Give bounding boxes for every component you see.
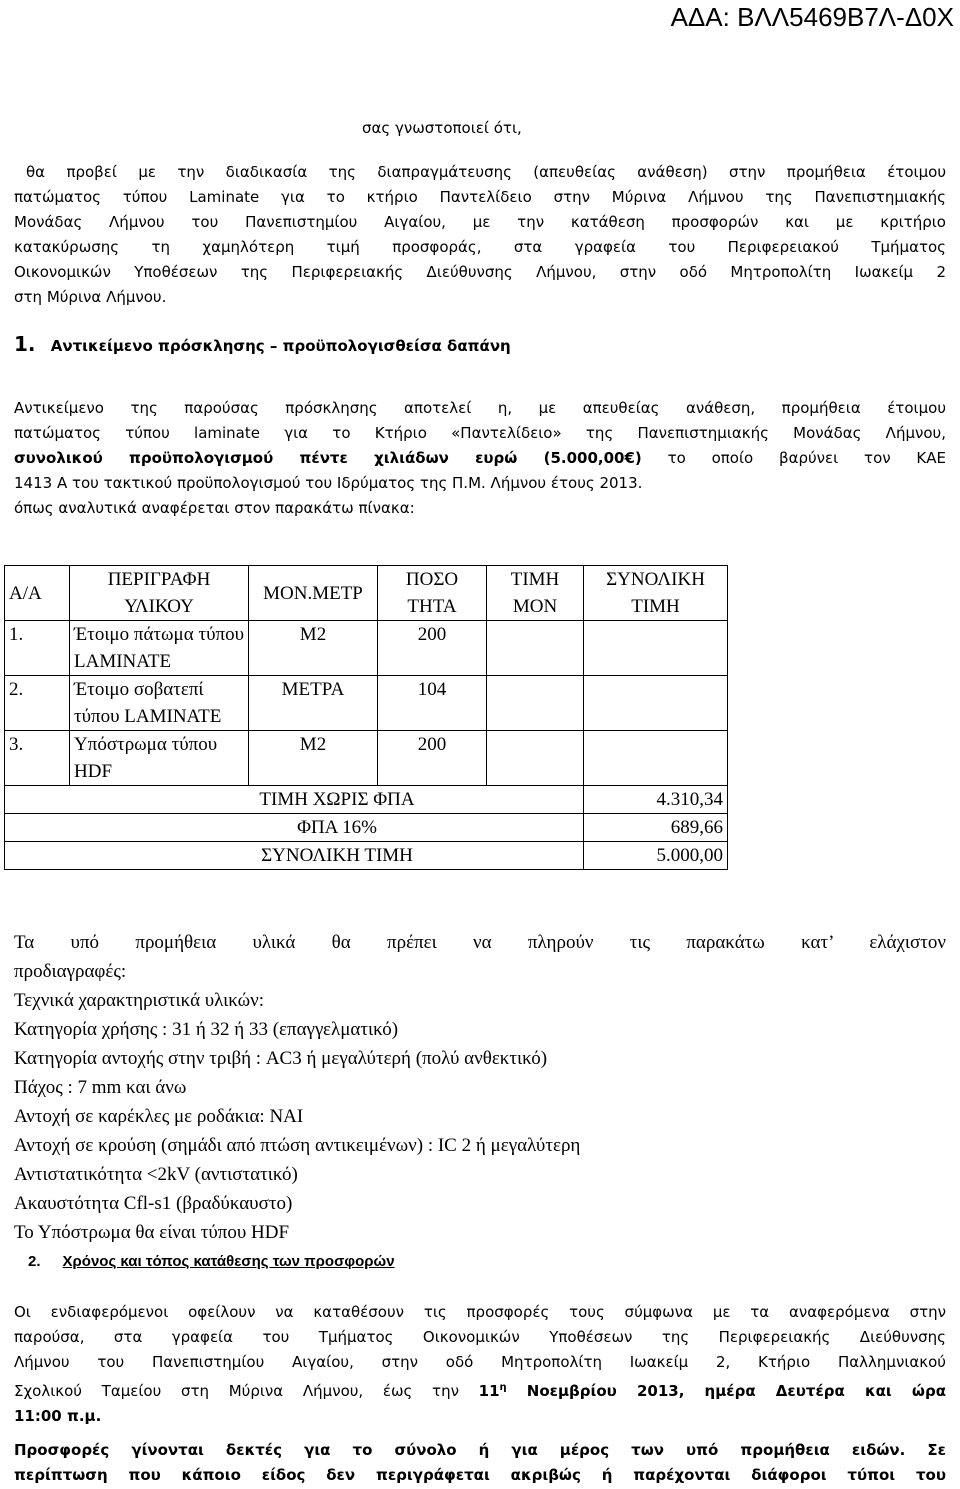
header-total [584,566,728,621]
deadline-time: 11:00 π.μ. [14,1407,102,1425]
row-unit-price [487,676,584,731]
table-row [5,731,728,786]
row-total [584,731,728,786]
total-value: 5.000,00 [584,842,728,870]
spec-line: Κατηγορία χρήσης : 31 ή 32 ή 33 (επαγγελματικό) [14,1019,399,1040]
section2-heading [28,1253,395,1270]
table-row [5,676,728,731]
spec-line: Αντοχή σε καρέκλες με ροδάκια: ΝΑΙ [14,1106,304,1127]
specs-intro-line: Τα υπό προμήθεια υλικά θα πρέπει να πληρούν τις παρακάτω κατ’ ελάχιστον [14,932,946,953]
announcement-line: κατακύρωσης τη χαμηλότερη τιμή προσφοράς, στα γραφεία του Περιφερειακού Τμήματος [14,238,946,256]
section1-line [14,446,946,471]
section2-body [14,1300,946,1429]
total-label: ΦΠΑ 16% [5,814,584,842]
deadline-sup: η [499,1382,507,1393]
section2-line: παρούσα, στα γραφεία του Τμήματος Οικονομικών Υποθέσεων της Περιφερειακής Διεύθυνσης [14,1328,946,1346]
header-price-line: ΤΙΜΗ [510,569,560,590]
row-aa: 1. [5,621,70,676]
offers-line: Προσφορές γίνονται δεκτές για το σύνολο ή για μέρος των υπό προμήθεια ειδών. Σε [14,1441,946,1459]
row-desc-line: LAMINATE [74,651,172,672]
header-description [70,566,249,621]
row-desc-line: HDF [74,761,113,782]
row-description [70,621,249,676]
table-header-row [5,566,728,621]
row-aa: 2. [5,676,70,731]
ada-code: ΑΔΑ: ΒΛΛ5469Β7Λ-Δ0Χ [670,2,954,32]
paragraph-announcement [14,160,946,310]
announcement-line: θα προβεί με την διαδικασία της διαπραγμάτευσης (απευθείας ανάθεση) στην προμήθεια έτοιμου [26,163,946,181]
announcement-line: Οικονομικών Υποθέσεων της Περιφερειακής Διεύθυνσης Λήμνου, στην οδό Μητροπολίτη Ιωακείμ 2 [14,263,946,281]
section1-body [14,396,946,521]
row-description [70,676,249,731]
row-unit: Μ2 [249,621,378,676]
header-desc-line: ΥΛΙΚΟΥ [124,596,194,617]
section2-line [14,1375,946,1404]
deadline-day: 11 [478,1382,500,1400]
section2-line: Οι ενδιαφερόμενοι οφείλουν να καταθέσουν τις προσφορές τους σύμφωνα με τα αναφερόμενα στην [14,1303,946,1321]
total-label: ΤΙΜΗ ΧΩΡΙΣ ΦΠΑ [5,786,584,814]
section1-line: όπως αναλυτικά αναφέρεται στον παρακάτω πίνακα: [14,499,415,517]
header-price-line: ΜΟΝ [512,596,558,617]
total-row [5,814,728,842]
deadline-bold: Νοεμβρίου 2013, ημέρα Δευτέρα και ώρα [506,1382,946,1400]
spec-line: Αντιστατικότητα <2kV (αντιστατικό) [14,1164,298,1185]
row-unit-price [487,621,584,676]
section2-number: 2. [28,1253,41,1270]
section1-line: πατώματος τύπου laminate για το Κτήριο «Παντελίδειο» της Πανεπιστημιακής Μονάδας Λήμνου, [14,424,946,442]
section1-title: Αντικείμενο πρόσκλησης – προϋπολογισθείσα δαπάνη [50,337,511,355]
row-desc-line: τύπου LAMINATE [74,706,222,727]
row-quantity: 104 [378,676,487,731]
row-unit-price [487,731,584,786]
intro-text: σας γνωστοποιεί ότι, [362,119,522,137]
announcement-line: στη Μύρινα Λήμνου. [14,288,167,306]
section1-number: 1. [14,332,36,356]
row-unit: ΜΕΤΡΑ [249,676,378,731]
total-row [5,842,728,870]
budget-rest: το οποίο βαρύνει τον ΚΑΕ [641,449,947,467]
announcement-line: πατώματος τύπου Laminate για το κτήριο Παντελίδειο στην Μύρινα Λήμνου της Πανεπιστημιακής [14,188,946,206]
section1-line: 1413 Α του τακτικού προϋπολογισμού του Ιδρύματος της Π.Μ. Λήμνου έτους 2013. [14,474,643,492]
row-unit: Μ2 [249,731,378,786]
row-aa: 3. [5,731,70,786]
spec-line: Αντοχή σε κρούση (σημάδι από πτώση αντικειμένων) : IC 2 ή μεγαλύτερη [14,1135,581,1156]
total-value: 4.310,34 [584,786,728,814]
total-row [5,786,728,814]
spec-line: Κατηγορία αντοχής στην τριβή : AC3 ή μεγαλύτερή (πολύ ανθεκτικό) [14,1048,548,1069]
header-qty-line: ΤΗΤΑ [407,596,457,617]
table-row [5,621,728,676]
header-qty-line: ΠΟΣΟ [405,569,459,590]
header-desc-line: ΠΕΡΙΓΡΑΦΗ [107,569,211,590]
header-aa: Α/Α [5,566,70,621]
section1-heading [14,332,511,356]
offers-line: περίπτωση που κάποιο είδος δεν περιγράφεται ακριβώς ή παρέχονται διάφοροι τύποι του [14,1466,946,1484]
items-table [4,565,728,870]
section2-line: Λήμνου του Πανεπιστημίου Αιγαίου, στην οδό Μητροπολίτη Ιωακείμ 2, Κτήριο Παλλημνιακού [14,1353,946,1371]
specs-intro-line: προδιαγραφές: [14,961,127,982]
section2-title: Χρόνος και τόπος κατάθεσης των προσφορών [62,1253,395,1270]
row-quantity: 200 [378,731,487,786]
row-total [584,676,728,731]
specs-block [14,928,946,1247]
row-total [584,621,728,676]
header-total-line: ΣΥΝΟΛΙΚΗ [606,569,705,590]
announcement-line: Μονάδας Λήμνου του Πανεπιστημίου Αιγαίου, με την κατάθεση προσφορών και με κριτήριο [14,213,946,231]
spec-line: Το Υπόστρωμα θα είναι τύπου HDF [14,1222,290,1243]
spec-line: Πάχος : 7 mm και άνω [14,1077,187,1098]
row-desc-line: Υπόστρωμα τύπου [74,734,218,755]
header-quantity [378,566,487,621]
row-desc-line: Έτοιμο πάτωμα τύπου [74,624,244,645]
deadline-plain: Σχολικού Ταμείου στη Μύρινα Λήμνου, έως την [14,1382,479,1400]
offers-note [14,1438,946,1488]
spec-line: Ακαυστότητα Cfl-s1 (βραδύκαυστο) [14,1193,293,1214]
row-quantity: 200 [378,621,487,676]
header-unit: ΜΟΝ.ΜΕΤΡ [249,566,378,621]
total-label: ΣΥΝΟΛΙΚΗ ΤΙΜΗ [5,842,584,870]
header-unit-price [487,566,584,621]
section1-line: Αντικείμενο της παρούσας πρόσκλησης αποτελεί η, με απευθείας ανάθεση, προμήθεια έτοιμου [14,399,946,417]
row-description [70,731,249,786]
budget-bold: συνολικού προϋπολογισμού πέντε χιλιάδων ευρώ (5.000,00€) [14,449,642,467]
spec-line: Τεχνικά χαρακτηριστικά υλικών: [14,990,265,1011]
header-total-line: ΤΙΜΗ [631,596,680,617]
row-desc-line: Έτοιμο σοβατεπί [74,679,204,700]
total-value: 689,66 [584,814,728,842]
